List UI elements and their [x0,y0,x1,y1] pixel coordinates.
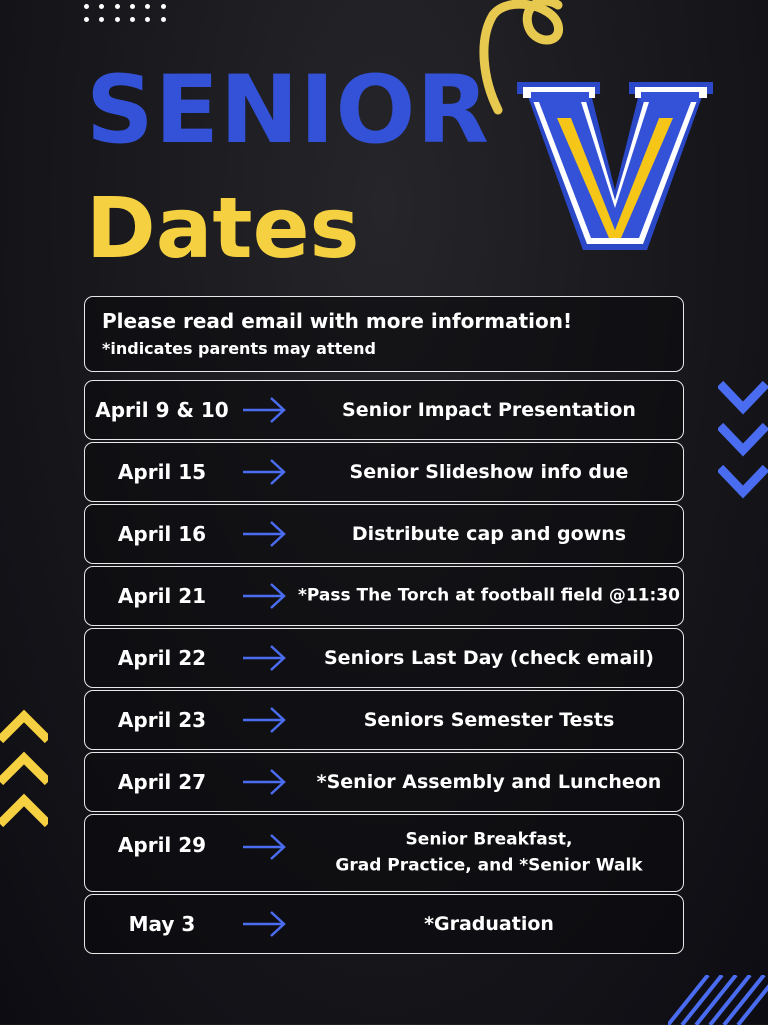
event-description [295,706,683,735]
event-line: Seniors Last Day (check email) [324,646,654,669]
event-date: May 3 [128,912,196,936]
note-parents: *indicates parents may attend [102,339,376,358]
event-row [84,752,684,812]
note-email: Please read email with more information! [102,309,573,333]
event-line: Distribute cap and gowns [351,522,627,545]
event-row [84,690,684,750]
event-line: Senior Slideshow info due [349,460,629,483]
event-row [84,814,684,892]
chevrons-up-icon [0,706,48,836]
event-description [295,910,683,939]
event-date: April 15 [117,460,207,484]
event-description [295,583,683,609]
event-description [295,458,683,487]
event-description [295,644,683,673]
event-row [84,504,684,564]
event-description [295,828,683,879]
title-dates: Dates [86,179,360,277]
decorative-dots [84,4,176,22]
event-date: April 21 [117,584,207,608]
event-line: Senior Breakfast, [405,829,573,850]
event-description [295,768,683,797]
chevrons-down-icon [718,378,768,510]
arrow-right-icon [241,644,287,672]
event-date: April 9 & 10 [95,398,229,422]
event-description [295,520,683,549]
event-line: Seniors Semester Tests [363,708,615,731]
arrow-right-icon [241,833,287,861]
arrow-right-icon [241,706,287,734]
event-row [84,628,684,688]
event-line: Senior Impact Presentation [342,398,636,421]
event-date: April 23 [117,708,207,732]
event-line-2: Grad Practice, and *Senior Walk [335,855,643,875]
arrow-right-icon [241,396,287,424]
event-date: April 16 [117,522,207,546]
arrow-right-icon [241,910,287,938]
arrow-right-icon [241,520,287,548]
event-row [84,380,684,440]
event-row [84,566,684,626]
info-note-box [84,296,684,372]
title-senior: SENIOR [86,56,490,165]
arrow-right-icon [241,582,287,610]
event-row [84,442,684,502]
event-line: *Senior Assembly and Luncheon [316,770,662,793]
arrow-right-icon [241,458,287,486]
event-line: *Graduation [424,912,554,935]
event-line: *Pass The Torch at football field @11:30 [298,585,680,606]
event-row [84,894,684,954]
event-description [295,396,683,425]
v-logo [515,80,715,252]
arrow-right-icon [241,768,287,796]
diagonal-stripes [668,975,768,1025]
event-date: April 27 [117,770,207,794]
event-date: April 29 [117,833,207,857]
event-date: April 22 [117,646,207,670]
